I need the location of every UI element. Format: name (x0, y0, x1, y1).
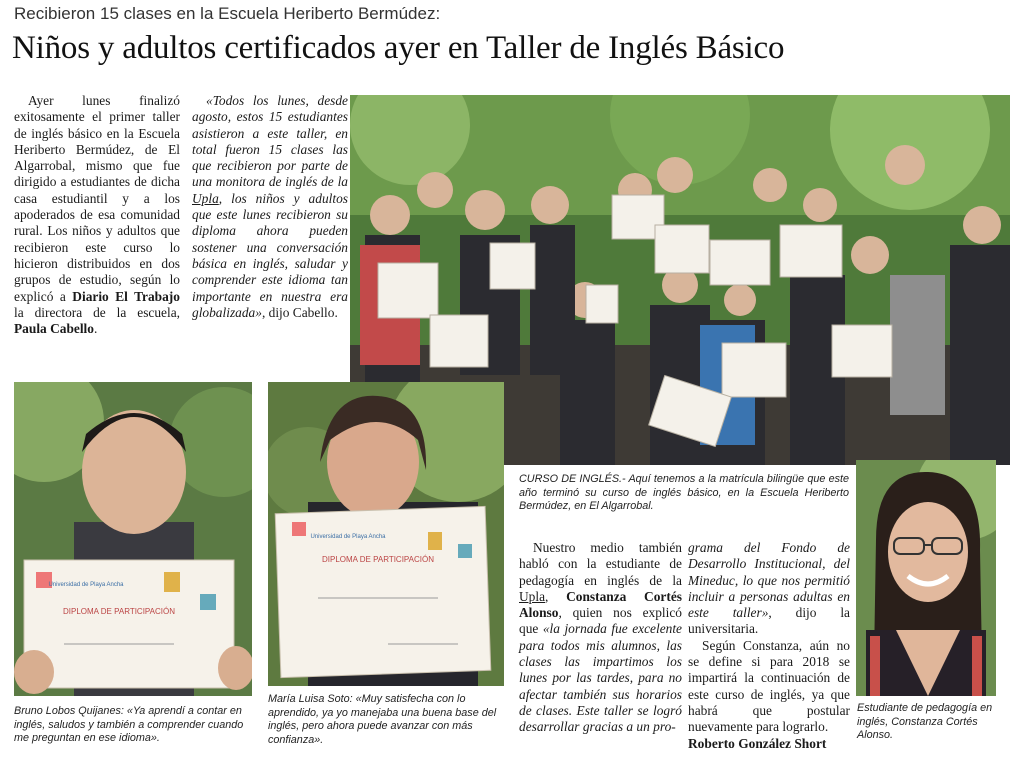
headline: Niños y adultos certificados ayer en Taller de Inglés Básico (12, 30, 785, 66)
article-column-1 (14, 93, 180, 337)
student-photo-caption: Estudiante de pedagogía en inglés, Constanza Cortés Alonso. (857, 702, 993, 742)
byline: Roberto González Short (688, 735, 827, 751)
article-column-2 (192, 93, 348, 321)
student-name: Constanza Cortés Alonso (519, 588, 682, 621)
caption-name: María Luisa Soto (268, 693, 350, 705)
paragraph: Nuestro medio también habló con la estudiante de pedagogía en inglés de la Upla, Constanza Cortés Alonso, quien nos explicó que «la jornada fue excelente para todos mis alumnos, las clases las impartimos los lunes por las tardes, para no afectar también sus horarios de clases. Este taller se logró desarrollar gracias a un pro- (519, 540, 682, 735)
paragraph: Según Constanza, aún no se define si para 2018 se impartirá la continuación de este curso de inglés, ya que habrá que postular nuevamente para lograrlo. (688, 637, 850, 735)
diploma-org: Universidad de Playa Ancha (48, 582, 124, 588)
paragraph: Ayer lunes finalizó exitosamente el primer taller de inglés básico en la Escuela Heriberto Bermúdez, de El Algarrobal, mismo que fue dirigido a estudiantes de dicha casa estudiantil y a los apoderados de esa comunidad rural. Los niños y adultos que recibieron este curso lo hicieron distribuidos en dos grupos de estudio, según lo explicó a Diario El Trabajo la directora de la escuela, Paula Cabello. (14, 93, 180, 337)
woman-photo (268, 382, 504, 686)
article-column-4 (688, 540, 850, 752)
boy-photo (14, 382, 252, 696)
quote-paragraph: «Todos los lunes, desde agosto, estos 15 estudiantes asistieron a este taller, en total fueron 15 clases las que recibieron por parte de una monitora de inglés de la Upla, los niños y adultos que este lunes recibieron su diploma ahora pueden sostener una conversación básica en inglés, saludar y comprender este idioma tan importante en nuestra era globalizada», dijo Cabello. (192, 93, 348, 320)
outlet-name: Diario El Trabajo (72, 288, 180, 304)
paragraph: grama del Fondo de Desarrollo Institucional, del Mineduc, lo que nos permitió incluir a personas adultas en este taller», dijo la universitaria. (688, 540, 850, 637)
student-photo (856, 460, 996, 696)
kicker: Recibieron 15 clases en la Escuela Heriberto Bermúdez: (14, 4, 441, 23)
woman-photo-caption: María Luisa Soto: «Muy satisfecha con lo aprendido, ya yo manejaba una buena base del inglés, pero ahora puede avanzar con más confianza». (268, 693, 497, 746)
boy-photo-caption: Bruno Lobos Quijanes: «Ya aprendí a contar en inglés, saludos y también a comprender cuando me preguntan en ese idioma». (14, 705, 244, 745)
caption-lead: CURSO DE INGLÉS.- (519, 473, 626, 485)
upla-link: Upla (519, 588, 546, 604)
director-name: Paula Cabello (14, 321, 94, 337)
main-photo-caption: CURSO DE INGLÉS.- Aquí tenemos a la matrícula bilingüe que este año terminó su curso de inglés básico, en la Escuela Heriberto Bermúdez, en El Algarrobal. (519, 473, 850, 513)
upla-link: Upla (192, 190, 219, 206)
diploma-title: DIPLOMA DE PARTICIPACIÓN (62, 607, 176, 616)
article-column-3 (519, 540, 682, 736)
diploma-org: Universidad de Playa Ancha (310, 534, 386, 540)
diploma-title: DIPLOMA DE PARTICIPACIÓN (321, 555, 435, 564)
